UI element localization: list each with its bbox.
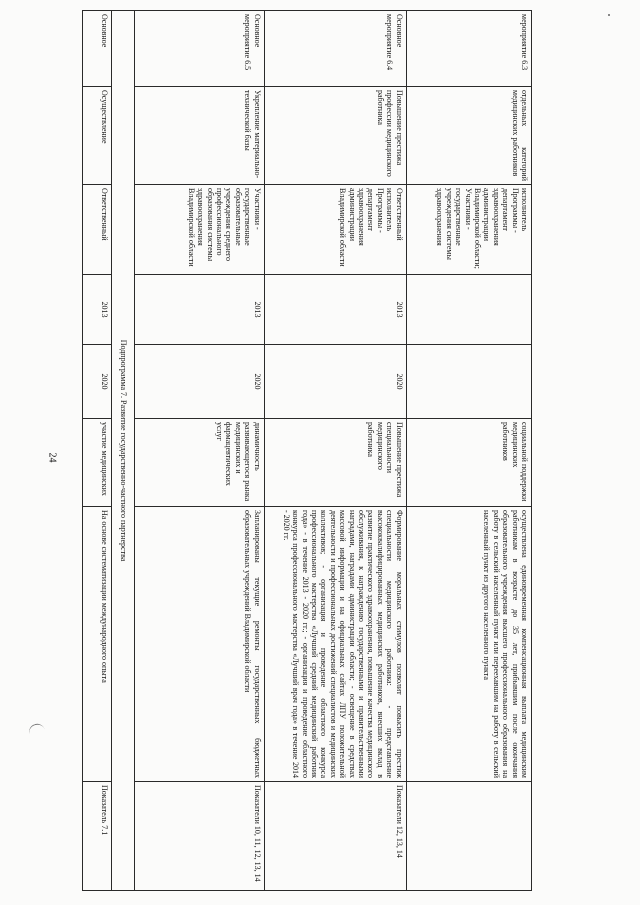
cell-start: 2013 (83, 275, 112, 345)
scan-mark (27, 722, 45, 736)
cell-title: Укрепление материально-технической базы (135, 87, 264, 185)
table-row (264, 11, 406, 891)
cell-start: 2013 (135, 275, 264, 345)
cell-executor: Участники - государственные образовательные учреждения среднего профессионального образования системы здравоохранения Владимирской области (135, 185, 264, 275)
cell-indicators: Показатель 7.1 (83, 782, 112, 891)
cell-content: На основе систематизации международного опыта (83, 507, 112, 782)
cell-title: отдельных категорий медицинских работников (406, 87, 531, 185)
scan-dot (608, 14, 610, 16)
cell-indicators: Показатели 10, 11, 12, 13, 14 (135, 782, 264, 891)
cell-content: Формирование моральных стимулов позволит повысить престиж специальности медицинского работника: - представление высококвалифицированных медицинских работников, внесших вклад в развитие практического здравоохранения, повышение качества медицинского обслуживания, к награждению государственными и правительственными наградами, наградами администрации области; - освещение в средствах массовой информации и на официальных сайтах ЛПУ положительной деятельности и профессиональных достижений специалистов и медицинских коллективов; - организация и проведение областного конкурса профессионального мастерства «Лучший средний медицинский работник года» - в течение 2013 - 2020 гг.; - организация и проведение областного конкурса профессионального мастерства «Лучший врач года» в течение 2014 - 2020 гг. (264, 507, 406, 782)
cell-indicators: Показатели 12, 13, 14 (264, 782, 406, 891)
cell-end: 2020 (83, 345, 112, 419)
cell-end: 2020 (264, 345, 406, 419)
table-row (83, 11, 112, 891)
cell-executor: Ответственный исполнитель Программы - департамент здравоохранения администрации Владимирской области (264, 185, 406, 275)
cell-name: мероприятие 6.3 (406, 11, 531, 87)
cell-result: Повышение престижа специальности медицинского работника (264, 419, 406, 507)
cell-title: Осуществление (83, 87, 112, 185)
cell-result: участие медицинских (83, 419, 112, 507)
cell-end: 2020 (135, 345, 264, 419)
rotated-table-wrapper (82, 10, 532, 890)
cell-indicators (406, 782, 531, 891)
cell-name: Основное мероприятие 6.5 (135, 11, 264, 87)
table-row (406, 11, 531, 891)
cell-executor: исполнитель Программы - департамент здравоохранения администрации Владимирской области; Участники - государственные учреждения системы здравоохранения (406, 185, 531, 275)
cell-end (406, 345, 531, 419)
subprogram-heading: Подпрограмма 7. Развитие государственно-частного партнерства (112, 11, 135, 891)
cell-executor: Ответственный (83, 185, 112, 275)
page-number: 24 (46, 452, 58, 463)
program-table (82, 10, 532, 891)
cell-result: социальной поддержки медицинских работников (406, 419, 531, 507)
cell-name: Основное мероприятие 6.4 (264, 11, 406, 87)
cell-content: осуществлена единовременная компенсационная выплата медицинским работникам в возрасте до 35 лет, прибывшим после окончания образовательного учреждения высшего профессионального образования на работу в сельский населенный пункт или переехавшим на работу в сельский населенный пункт из другого населенного пункта (406, 507, 531, 782)
cell-start (406, 275, 531, 345)
table-row (135, 11, 264, 891)
cell-name: Основное (83, 11, 112, 87)
cell-content: Запланированы текущие ремонты государственных бюджетных образовательных учреждений Владимирской области (135, 507, 264, 782)
subprogram-band-row (112, 11, 135, 891)
cell-result: динамичность развивающегося рынка медицинских и фармацевтических услуг (135, 419, 264, 507)
cell-title: Повышение престижа профессии медицинского работника (264, 87, 406, 185)
cell-start: 2013 (264, 275, 406, 345)
